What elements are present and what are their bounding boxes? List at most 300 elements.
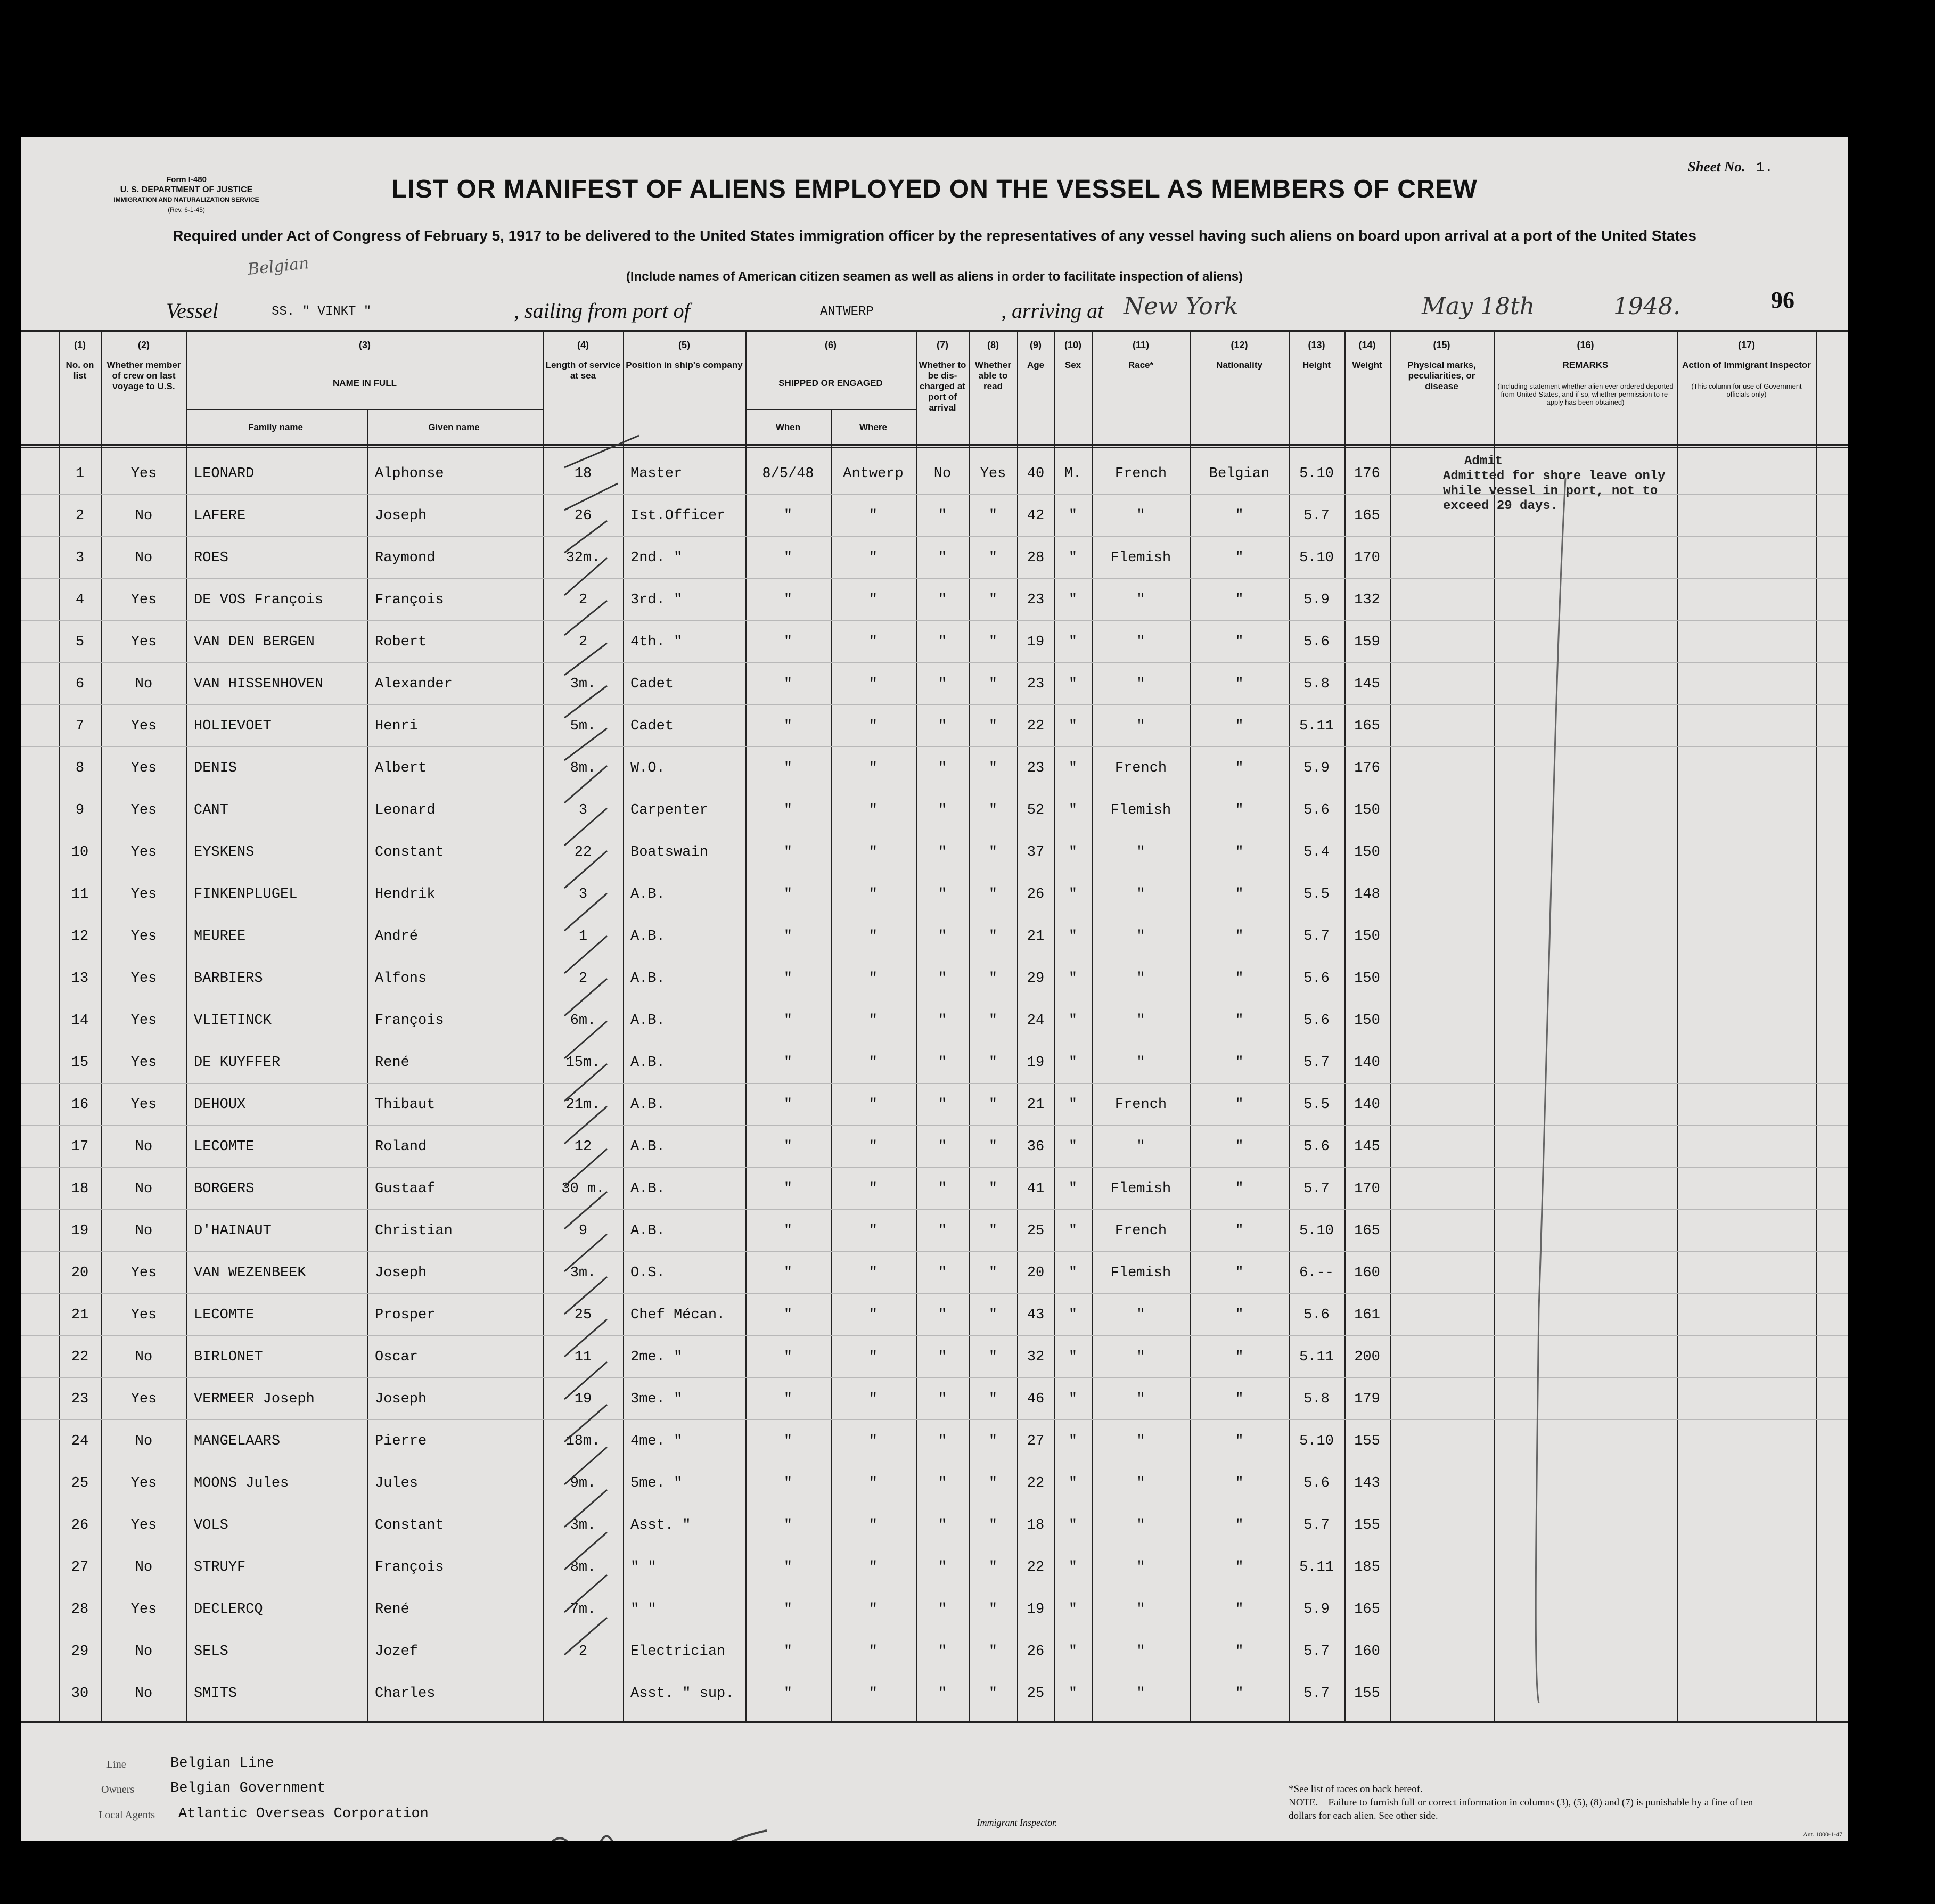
column-header-note: (This column for use of Government officials only)	[1691, 382, 1802, 398]
cell-where: "	[868, 1602, 878, 1618]
cell-height: 5.6	[1303, 1307, 1330, 1323]
cell-service: 22	[574, 844, 592, 860]
cell-weight: 179	[1354, 1391, 1380, 1407]
cell-read: "	[988, 802, 998, 818]
cell-family: MANGELAARS	[194, 1433, 281, 1449]
cell-family: FINKENPLUGEL	[194, 887, 298, 902]
cell-when: "	[783, 634, 793, 650]
cell-sex: M.	[1064, 466, 1082, 482]
cell-nat: "	[1235, 718, 1244, 734]
cell-race: "	[1136, 1686, 1145, 1702]
manifest-sheet	[21, 137, 1848, 1841]
cell-read: "	[988, 1055, 998, 1071]
cell-age: 26	[1027, 887, 1045, 902]
cell-no: 12	[71, 929, 89, 945]
cell-race: "	[1136, 844, 1145, 860]
cell-sex: "	[1068, 1013, 1078, 1029]
cell-nat: "	[1235, 550, 1244, 566]
cell-race: "	[1136, 1644, 1145, 1660]
cell-where: "	[868, 1055, 878, 1071]
cell-last: Yes	[130, 929, 157, 945]
column-number: (1)	[74, 340, 86, 350]
cell-last: Yes	[130, 971, 157, 987]
cell-when: "	[783, 760, 793, 776]
cell-service: 6m.	[570, 1013, 596, 1029]
cell-where: "	[868, 929, 878, 945]
cell-given: Roland	[375, 1139, 427, 1155]
inspector-signature-line: Immigrant Inspector.	[900, 1815, 1134, 1828]
cell-where: Antwerp	[843, 466, 904, 482]
cell-height: 5.11	[1299, 1560, 1334, 1575]
cell-given: Gustaaf	[375, 1181, 436, 1197]
cell-given: Jules	[375, 1475, 419, 1491]
column-number: (3)	[359, 340, 371, 350]
cell-race: "	[1136, 1602, 1145, 1618]
cell-age: 29	[1027, 971, 1045, 987]
cell-age: 46	[1027, 1391, 1045, 1407]
cell-read: "	[988, 1391, 998, 1407]
cell-family: LECOMTE	[194, 1139, 255, 1155]
footer-owners-label: Owners	[101, 1784, 135, 1795]
stamp-line: while vessel in port, not to	[1443, 484, 1658, 498]
cell-position: 4me. "	[630, 1433, 683, 1449]
cell-last: No	[135, 1644, 153, 1660]
cell-sex: "	[1068, 550, 1078, 566]
cell-height: 5.6	[1303, 971, 1330, 987]
cell-read: "	[988, 1013, 998, 1029]
cell-family: DE KUYFFER	[194, 1055, 281, 1071]
cell-weight: 160	[1354, 1265, 1380, 1281]
column-number: (7)	[937, 340, 948, 350]
cell-nat: "	[1235, 929, 1244, 945]
cell-when: "	[783, 1307, 793, 1323]
cell-position: W.O.	[630, 760, 665, 776]
column-header: Race*	[1128, 360, 1154, 370]
column-header: Length of service at sea	[545, 360, 621, 381]
cell-read: "	[988, 1433, 998, 1449]
cell-sex: "	[1068, 1349, 1078, 1365]
sheet-number-value: 1.	[1756, 160, 1773, 176]
cell-given: Raymond	[375, 550, 436, 566]
vessel-label: Vessel	[166, 299, 218, 323]
cell-family: MEUREE	[194, 929, 246, 945]
cell-disch: "	[938, 508, 947, 524]
cell-disch: "	[938, 550, 947, 566]
column-number: (2)	[138, 340, 150, 350]
cell-given: Robert	[375, 634, 427, 650]
cell-disch: "	[938, 1013, 947, 1029]
footer-line-label: Line	[106, 1759, 126, 1770]
cell-nat: "	[1235, 1686, 1244, 1702]
cell-family: STRUYF	[194, 1560, 246, 1575]
cell-sex: "	[1068, 1055, 1078, 1071]
cell-service: 15m.	[565, 1055, 601, 1071]
cell-given: Christian	[375, 1223, 453, 1239]
cell-last: Yes	[130, 887, 157, 902]
cell-last: Yes	[130, 466, 157, 482]
cell-service: 2	[578, 592, 588, 608]
cell-weight: 132	[1354, 592, 1380, 608]
column-header: Height	[1302, 360, 1331, 370]
cell-where: "	[868, 718, 878, 734]
cell-no: 19	[71, 1223, 89, 1239]
cell-disch: "	[938, 1181, 947, 1197]
cell-position: Chef Mécan.	[630, 1307, 726, 1323]
cell-disch: "	[938, 1517, 947, 1533]
cell-age: 41	[1027, 1181, 1045, 1197]
cell-no: 13	[71, 971, 89, 987]
cell-read: "	[988, 760, 998, 776]
cell-service: 8m.	[570, 760, 596, 776]
cell-no: 4	[75, 592, 85, 608]
cell-weight: 165	[1354, 508, 1380, 524]
cell-read: "	[988, 887, 998, 902]
cell-weight: 159	[1354, 634, 1380, 650]
column-number: (4)	[577, 340, 589, 350]
cell-nat: "	[1235, 887, 1244, 902]
cell-last: Yes	[130, 1307, 157, 1323]
cell-when: "	[783, 1517, 793, 1533]
cell-read: "	[988, 1181, 998, 1197]
cell-sex: "	[1068, 592, 1078, 608]
cell-where: "	[868, 1265, 878, 1281]
cell-position: " "	[630, 1560, 657, 1575]
cell-where: "	[868, 508, 878, 524]
cell-race: "	[1136, 1139, 1145, 1155]
cell-no: 16	[71, 1097, 89, 1113]
column-number: (10)	[1064, 340, 1081, 350]
column-number: (6)	[825, 340, 837, 350]
column-header: Sex	[1064, 360, 1081, 370]
cell-position: O.S.	[630, 1265, 665, 1281]
sailing-label: , sailing from port of	[514, 299, 690, 323]
cell-position: A.B.	[630, 1139, 665, 1155]
cell-read: "	[988, 971, 998, 987]
cell-family: LAFERE	[194, 508, 246, 524]
cell-disch: "	[938, 760, 947, 776]
cell-race: French	[1114, 466, 1167, 482]
cell-position: A.B.	[630, 1055, 665, 1071]
cell-height: 5.5	[1303, 1097, 1330, 1113]
cell-sex: "	[1068, 718, 1078, 734]
cell-age: 22	[1027, 718, 1045, 734]
column-header: REMARKS	[1562, 360, 1609, 370]
service-name: IMMIGRATION AND NATURALIZATION SERVICE	[113, 196, 259, 203]
column-header: Whether to be dis-charged at port of arrival	[919, 360, 966, 413]
cell-last: No	[135, 508, 153, 524]
cell-no: 3	[75, 550, 85, 566]
cell-when: "	[783, 1686, 793, 1702]
cell-position: 5me. "	[630, 1475, 683, 1491]
cell-height: 5.4	[1303, 844, 1330, 860]
cell-height: 5.6	[1303, 802, 1330, 818]
cell-no: 2	[75, 508, 85, 524]
cell-sex: "	[1068, 760, 1078, 776]
cell-where: "	[868, 760, 878, 776]
cell-height: 5.7	[1303, 508, 1330, 524]
cell-given: René	[375, 1055, 409, 1071]
cell-read: "	[988, 1139, 998, 1155]
cell-race: "	[1136, 887, 1145, 902]
cell-age: 43	[1027, 1307, 1045, 1323]
cell-when: "	[783, 1013, 793, 1029]
cell-nat: "	[1235, 1265, 1244, 1281]
cell-where: "	[868, 1560, 878, 1575]
cell-service: 25	[574, 1307, 592, 1323]
cell-race: "	[1136, 1349, 1145, 1365]
cell-height: 5.8	[1303, 676, 1330, 692]
cell-nat: "	[1235, 676, 1244, 692]
cell-age: 32	[1027, 1349, 1045, 1365]
cell-when: "	[783, 1265, 793, 1281]
cell-family: HOLIEVOET	[194, 718, 272, 734]
cell-last: No	[135, 1181, 153, 1197]
cell-given: Pierre	[375, 1433, 427, 1449]
cell-family: ROES	[194, 550, 228, 566]
cell-weight: 150	[1354, 844, 1380, 860]
cell-given: Alfons	[375, 971, 427, 987]
cell-no: 20	[71, 1265, 89, 1281]
cell-last: Yes	[130, 1265, 157, 1281]
cell-height: 5.7	[1303, 1644, 1330, 1660]
cell-read: "	[988, 508, 998, 524]
cell-age: 25	[1027, 1223, 1045, 1239]
department-name: U. S. DEPARTMENT OF JUSTICE	[120, 185, 253, 194]
cell-sex: "	[1068, 929, 1078, 945]
cell-when: "	[783, 1644, 793, 1660]
cell-no: 27	[71, 1560, 89, 1575]
column-subheader: Family name	[248, 422, 303, 432]
cell-service: 26	[574, 508, 592, 524]
cell-position: Ist.Officer	[630, 508, 726, 524]
cell-family: SELS	[194, 1644, 228, 1660]
cell-race: French	[1114, 1223, 1167, 1239]
cell-age: 52	[1027, 802, 1045, 818]
cell-sex: "	[1068, 1560, 1078, 1575]
cell-nat: "	[1235, 1349, 1244, 1365]
column-header: SHIPPED OR ENGAGED	[778, 378, 883, 388]
footer-notes	[1289, 1783, 1768, 1823]
cell-where: "	[868, 1013, 878, 1029]
cell-where: "	[868, 1686, 878, 1702]
cell-read: "	[988, 1097, 998, 1113]
cell-height: 5.10	[1299, 1223, 1334, 1239]
cell-read: "	[988, 676, 998, 692]
cell-given: François	[375, 1560, 444, 1575]
footer-line	[106, 1755, 274, 1771]
cell-sex: "	[1068, 1097, 1078, 1113]
cell-nat: "	[1235, 592, 1244, 608]
cell-sex: "	[1068, 634, 1078, 650]
cell-disch: "	[938, 1307, 947, 1323]
cell-when: "	[783, 1139, 793, 1155]
cell-when: "	[783, 1602, 793, 1618]
cell-disch: "	[938, 1139, 947, 1155]
cell-family: BARBIERS	[194, 971, 263, 987]
arriving-label: , arriving at	[1001, 299, 1104, 323]
cell-age: 26	[1027, 1644, 1045, 1660]
cell-read: "	[988, 550, 998, 566]
cell-age: 21	[1027, 929, 1045, 945]
footer-owners	[101, 1780, 326, 1796]
cell-sex: "	[1068, 1602, 1078, 1618]
cell-nat: "	[1235, 508, 1244, 524]
cell-family: DECLERCQ	[194, 1602, 263, 1618]
cell-service: 2	[578, 1644, 588, 1660]
cell-last: Yes	[130, 1013, 157, 1029]
cell-disch: "	[938, 929, 947, 945]
cell-when: "	[783, 929, 793, 945]
cell-no: 25	[71, 1475, 89, 1491]
cell-given: Hendrik	[375, 887, 436, 902]
cell-height: 5.6	[1303, 634, 1330, 650]
cell-family: BIRLONET	[194, 1349, 263, 1365]
cell-when: "	[783, 1181, 793, 1197]
cell-where: "	[868, 550, 878, 566]
cell-when: "	[783, 802, 793, 818]
cell-height: 5.6	[1303, 1475, 1330, 1491]
cell-no: 14	[71, 1013, 89, 1029]
cell-age: 22	[1027, 1560, 1045, 1575]
cell-nat: "	[1235, 1097, 1244, 1113]
cell-family: VAN DEN BERGEN	[194, 634, 315, 650]
cell-weight: 155	[1354, 1686, 1380, 1702]
cell-read: "	[988, 1644, 998, 1660]
cell-service: 12	[574, 1139, 592, 1155]
column-header: Weight	[1352, 360, 1382, 370]
cell-given: Alphonse	[375, 466, 444, 482]
cell-height: 5.8	[1303, 1391, 1330, 1407]
cell-read: "	[988, 1223, 998, 1239]
cell-disch: "	[938, 887, 947, 902]
cell-when: "	[783, 508, 793, 524]
cell-no: 6	[75, 676, 85, 692]
cell-when: "	[783, 1560, 793, 1575]
column-number: (8)	[987, 340, 999, 350]
cell-position: A.B.	[630, 887, 665, 902]
cell-service: 18m.	[565, 1433, 601, 1449]
cell-no: 26	[71, 1517, 89, 1533]
cell-nat: "	[1235, 1055, 1244, 1071]
cell-disch: "	[938, 592, 947, 608]
cell-position: " "	[630, 1602, 657, 1618]
cell-race: "	[1136, 1517, 1145, 1533]
cell-weight: 145	[1354, 1139, 1380, 1155]
cell-when: "	[783, 550, 793, 566]
cell-race: "	[1136, 1433, 1145, 1449]
cell-weight: 170	[1354, 1181, 1380, 1197]
cell-height: 5.7	[1303, 929, 1330, 945]
column-header: Action of Immigrant Inspector	[1682, 360, 1811, 370]
cell-read: "	[988, 718, 998, 734]
cell-disch: "	[938, 971, 947, 987]
cell-position: Cadet	[630, 718, 674, 734]
cell-service: 21m.	[565, 1097, 601, 1113]
cell-family: DEHOUX	[194, 1097, 246, 1113]
cell-when: "	[783, 676, 793, 692]
cell-race: "	[1136, 676, 1145, 692]
column-subheader: Given name	[428, 422, 480, 432]
cell-last: No	[135, 1223, 153, 1239]
cell-weight: 155	[1354, 1517, 1380, 1533]
cell-last: No	[135, 1560, 153, 1575]
cell-weight: 143	[1354, 1475, 1380, 1491]
cell-position: Asst. " sup.	[630, 1686, 734, 1702]
cell-last: Yes	[130, 718, 157, 734]
cell-nat: Belgian	[1209, 466, 1270, 482]
cell-height: 5.11	[1299, 1349, 1334, 1365]
column-number: (12)	[1231, 340, 1248, 350]
cell-where: "	[868, 802, 878, 818]
cell-height: 5.7	[1303, 1181, 1330, 1197]
cell-given: François	[375, 1013, 444, 1029]
footer-note-races: *See list of races on back hereof.	[1289, 1784, 1423, 1795]
form-number: Form I-480	[166, 175, 207, 184]
cell-service: 9	[578, 1223, 588, 1239]
cell-nat: "	[1235, 802, 1244, 818]
cell-position: 2me. "	[630, 1349, 683, 1365]
cell-last: No	[135, 1686, 153, 1702]
cell-given: Henri	[375, 718, 419, 734]
cell-given: Constant	[375, 1517, 444, 1533]
cell-sex: "	[1068, 508, 1078, 524]
cell-read: "	[988, 929, 998, 945]
cell-age: 23	[1027, 592, 1045, 608]
cell-read: "	[988, 1517, 998, 1533]
cell-position: Boatswain	[630, 844, 708, 860]
column-header: Physical marks, peculiarities, or disease	[1407, 360, 1476, 391]
column-number: (16)	[1577, 340, 1594, 350]
cell-sex: "	[1068, 1139, 1078, 1155]
cell-disch: "	[938, 1560, 947, 1575]
port-of-departure: ANTWERP	[820, 305, 874, 319]
cell-race: "	[1136, 1391, 1145, 1407]
cell-family: LECOMTE	[194, 1307, 255, 1323]
cell-age: 19	[1027, 1055, 1045, 1071]
cell-family: VERMEER Joseph	[194, 1391, 315, 1407]
cell-given: Jozef	[375, 1644, 419, 1660]
column-number: (14)	[1358, 340, 1376, 350]
cell-family: CANT	[194, 802, 228, 818]
cell-nat: "	[1235, 1307, 1244, 1323]
cell-no: 15	[71, 1055, 89, 1071]
cell-last: Yes	[130, 1475, 157, 1491]
cell-race: "	[1136, 1013, 1145, 1029]
cell-last: Yes	[130, 802, 157, 818]
cell-height: 5.10	[1299, 466, 1334, 482]
cell-weight: 161	[1354, 1307, 1380, 1323]
cell-when: "	[783, 1223, 793, 1239]
cell-last: No	[135, 1349, 153, 1365]
cell-when: "	[783, 718, 793, 734]
cell-last: Yes	[130, 1097, 157, 1113]
cell-when: "	[783, 887, 793, 902]
cell-disch: "	[938, 1349, 947, 1365]
column-header: Whether able to read	[975, 360, 1011, 391]
cell-disch: "	[938, 1686, 947, 1702]
cell-nat: "	[1235, 971, 1244, 987]
cell-given: Oscar	[375, 1349, 419, 1365]
cell-race: Flemish	[1110, 802, 1171, 818]
cell-no: 18	[71, 1181, 89, 1197]
cell-given: Charles	[375, 1686, 436, 1702]
cell-weight: 150	[1354, 802, 1380, 818]
cell-read: "	[988, 1560, 998, 1575]
cell-last: Yes	[130, 592, 157, 608]
cell-given: André	[375, 929, 419, 945]
cell-height: 5.9	[1303, 1602, 1330, 1618]
cell-nat: "	[1235, 1139, 1244, 1155]
